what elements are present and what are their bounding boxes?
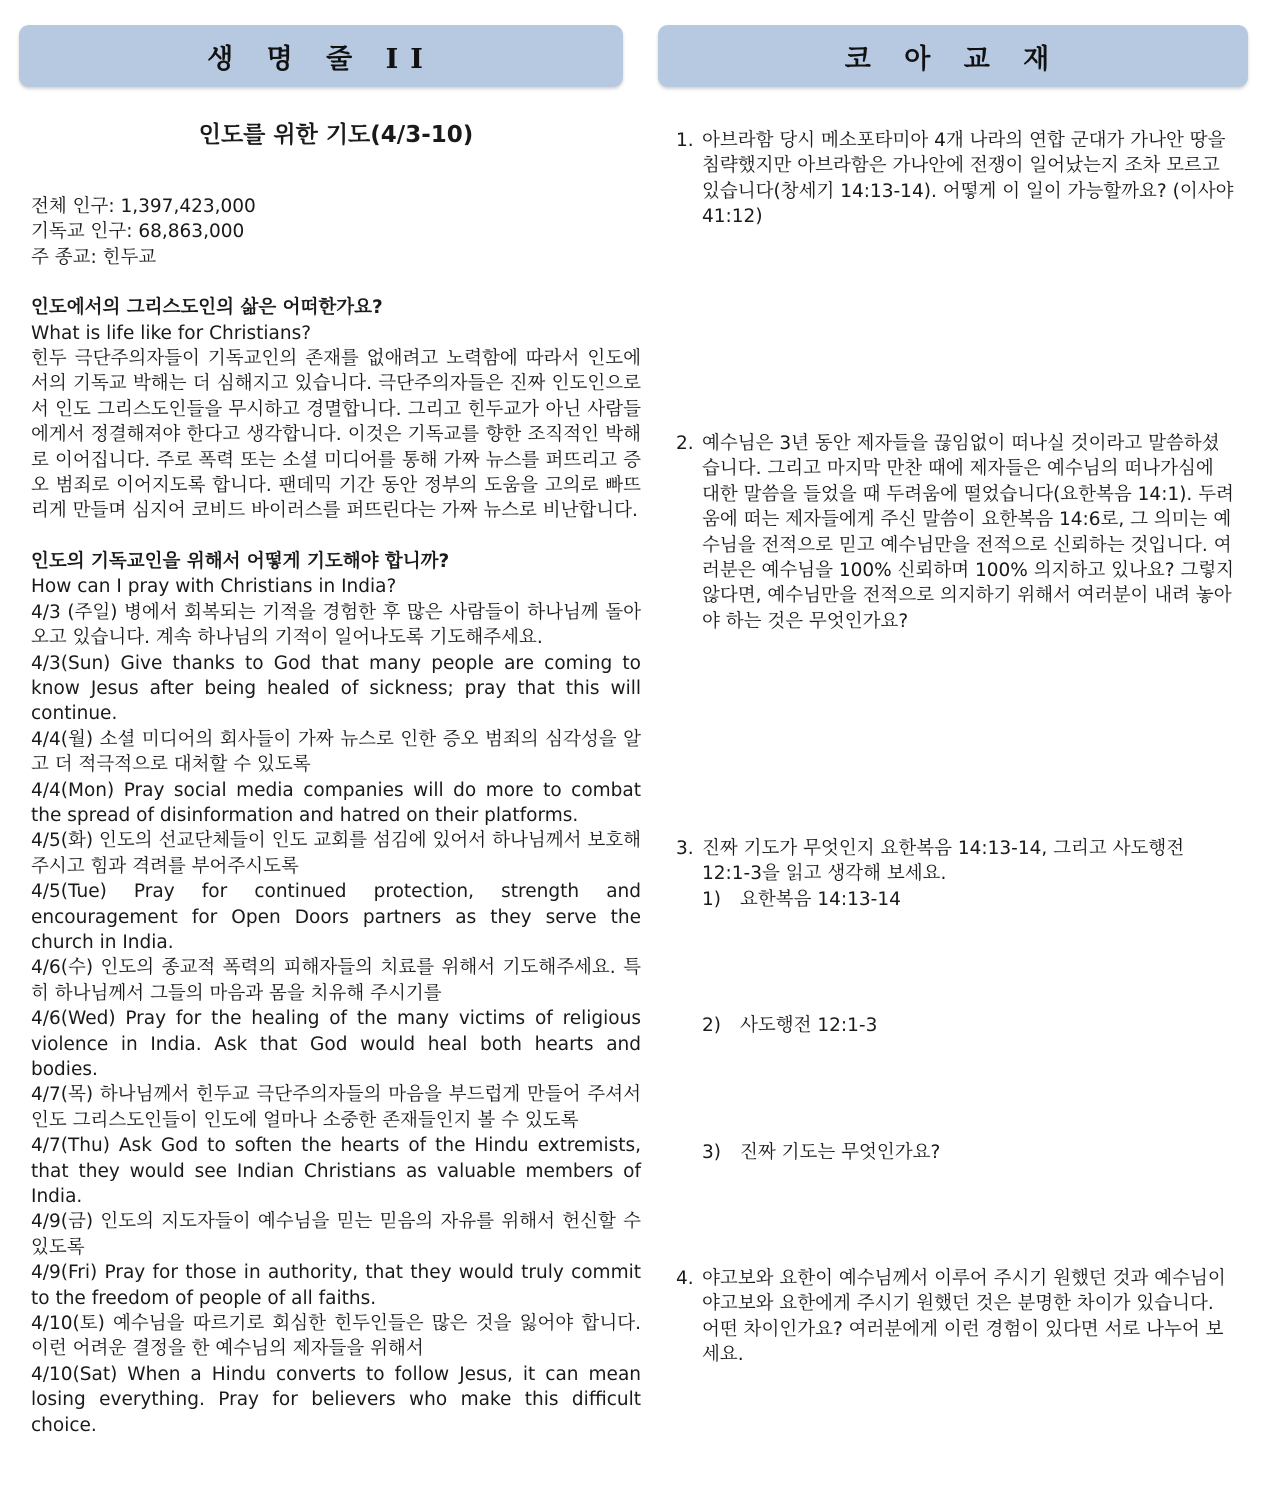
question-text: 진짜 기도가 무엇인지 요한복음 14:13-14, 그리고 사도행전 12:1-3을 읽고 생각해 보세요. (702, 838, 1185, 885)
prayer-item: 4/6(Wed) Pray for the healing of the many victims of religious violence in India. Ask that God would heal both hearts and bodies. (31, 1008, 641, 1080)
section-heading: 인도에서의 그리스도인의 삶은 어떠한가요? (31, 297, 383, 319)
question-text: 아브라함 당시 메소포타미아 4개 나라의 연합 군대가 가나안 땅을 침략했지만 아브라함은 가나안에 전쟁이 일어났는지 조차 모르고 있습니다(창세기 14:13-14). 어떻게 이 일이 가능할까요? (이사야 41:12) (702, 130, 1234, 228)
prayer-item: 4/5(화) 인도의 선교단체들이 인도 교회를 섬김에 있어서 하나님께서 보호해 주시고 힘과 격려를 부어주시도록 (31, 830, 641, 877)
prayer-item: 4/3(Sun) Give thanks to God that many people are coming to know Jesus after being healed of sickness; pray that this will continue. (31, 652, 641, 725)
page-title: 인도를 위한 기도(4/3-10) (198, 122, 474, 148)
statistics-block (31, 194, 641, 270)
question-3-subitem-1 (702, 887, 901, 912)
section-life-for-christians (31, 295, 641, 524)
question-text: 예수님은 3년 동안 제자들을 끊임없이 떠나실 것이라고 말씀하셨습니다. 그리고 마지막 만찬 때에 제자들은 예수님의 떠나가심에 대한 말씀을 들었을 때 두려움에 떨었습니다(요한복음 14:1). 두려움에 떠는 제자들에게 주신 말씀이 요한복음 14:6로, 그 의미는 예수님을 전적으로 믿고 예수님만을 전적으로 신뢰하는 것입니다. 여러분은 예수님을 100% 신뢰하며 100% 의지하고 있나요? 그렇지 않다면, 예수님만을 전적으로 의지하기 위해서 여러분이 내려 놓아야 하는 것은 무엇인가요? (702, 433, 1235, 632)
prayer-item: 4/5(Tue) Pray for continued protection, strength and encouragement for Open Doors partners as they serve the church in India. (31, 881, 641, 953)
section-subheading: What is life like for Christians? (31, 322, 312, 344)
section-subheading: How can I pray with Christians in India? (31, 576, 397, 598)
question-number: 2. (676, 433, 694, 454)
subitem-text: 사도행전 12:1-3 (740, 1015, 878, 1036)
section-how-to-pray (31, 549, 641, 1438)
prayer-item: 4/4(월) 소셜 미디어의 회사들이 가짜 뉴스로 인한 증오 범죄의 심각성을 알고 더 적극적으로 대처할 수 있도록 (31, 728, 641, 776)
section-body: 힌두 극단주의자들이 기독교인의 존재를 없애려고 노력함에 따라서 인도에서의 기독교 박해는 더 심해지고 있습니다. 극단주의자들은 진짜 인도인으로서 인도 그리스도인들을 무시하고 경멸합니다. 그리고 힌두교가 아닌 사람들에게서 정결해져야 한다고 생각합니다. 이것은 기독교를 향한 조직적인 박해로 이어집니다. 주로 폭력 또는 소셜 미디어를 통해 가짜 뉴스를 퍼뜨리고 증오 범죄로 이어지도록 합니다. 팬데믹 기간 동안 정부의 도움을 고의로 빠뜨리게 만들며 심지어 코비드 바이러스를 퍼뜨린다는 가짜 뉴스로 비난합니다. (31, 348, 641, 522)
left-banner-title: 생 명 줄 II (207, 43, 435, 75)
header-banner-right (658, 25, 1248, 87)
prayer-item: 4/7(목) 하나님께서 힌두교 극단주의자들의 마음을 부드럽게 만들어 주셔서 인도 그리스도인들이 인도에 얼마나 소중한 존재들인지 볼 수 있도록 (31, 1084, 641, 1131)
stat-total-population: 전체 인구: 1,397,423,000 (31, 196, 256, 217)
subitem-text: 진짜 기도는 무엇인가요? (740, 1142, 941, 1163)
stat-christian-population: 기독교 인구: 68,863,000 (31, 221, 245, 243)
subitem-number: 3) (702, 1142, 721, 1163)
prayer-item: 4/3 (주일) 병에서 회복되는 기적을 경험한 후 많은 사람들이 하나님께 돌아오고 있습니다. 계속 하나님의 기적이 일어나도록 기도해주세요. (31, 601, 641, 649)
question-1 (676, 128, 1236, 230)
section-heading: 인도의 기독교인을 위해서 어떻게 기도해야 합니까? (31, 550, 450, 572)
prayer-item: 4/4(Mon) Pray social media companies will do more to combat the spread of disinformation and hatred on their platforms. (31, 779, 641, 826)
question-number: 1. (676, 130, 694, 151)
right-banner-title: 코 아 교 재 (844, 43, 1062, 75)
header-banner-left (19, 25, 623, 87)
prayer-item: 4/7(Thu) Ask God to soften the hearts of the Hindu extremists, that they would see Indian Christians as valuable members of India. (31, 1135, 641, 1208)
subitem-number: 1) (702, 889, 721, 910)
left-column (31, 118, 641, 1463)
question-number: 3. (676, 838, 694, 859)
question-3-subitem-3 (702, 1140, 940, 1165)
question-2 (676, 431, 1236, 634)
prayer-item: 4/10(Sat) When a Hindu converts to follow Jesus, it can mean losing everything. Pray for believers who make this difficult choice. (31, 1363, 641, 1436)
prayer-item: 4/9(Fri) Pray for those in authority, that they would truly commit to the freedom of people of all faiths. (31, 1262, 641, 1309)
prayer-item: 4/9(금) 인도의 지도자들이 예수님을 믿는 믿음의 자유를 위해서 헌신할 수 있도록 (31, 1211, 641, 1258)
prayer-item: 4/10(토) 예수님을 따르기로 회심한 힌두인들은 많은 것을 잃어야 합니다. 이런 어려운 결정을 한 예수님의 제자들을 위해서 (31, 1313, 641, 1360)
question-3-subitem-2 (702, 1013, 877, 1038)
subitem-text: 요한복음 14:13-14 (740, 889, 901, 910)
question-3 (676, 836, 1236, 887)
subitem-number: 2) (702, 1015, 721, 1036)
question-4 (676, 1266, 1236, 1368)
question-text: 야고보와 요한이 예수님께서 이루어 주시기 원했던 것과 예수님이 야고보와 요한에게 주시기 원했던 것은 분명한 차이가 있습니다. 어떤 차이인가요? 여러분에게 이런 경험이 있다면 서로 나누어 보세요. (702, 1268, 1226, 1366)
question-number: 4. (676, 1268, 694, 1289)
stat-main-religion: 주 종교: 힌두교 (31, 246, 157, 268)
prayer-item: 4/6(수) 인도의 종교적 폭력의 피해자들의 치료를 위해서 기도해주세요. 특히 하나님께서 그들의 마음과 몸을 치유해 주시기를 (31, 957, 641, 1004)
